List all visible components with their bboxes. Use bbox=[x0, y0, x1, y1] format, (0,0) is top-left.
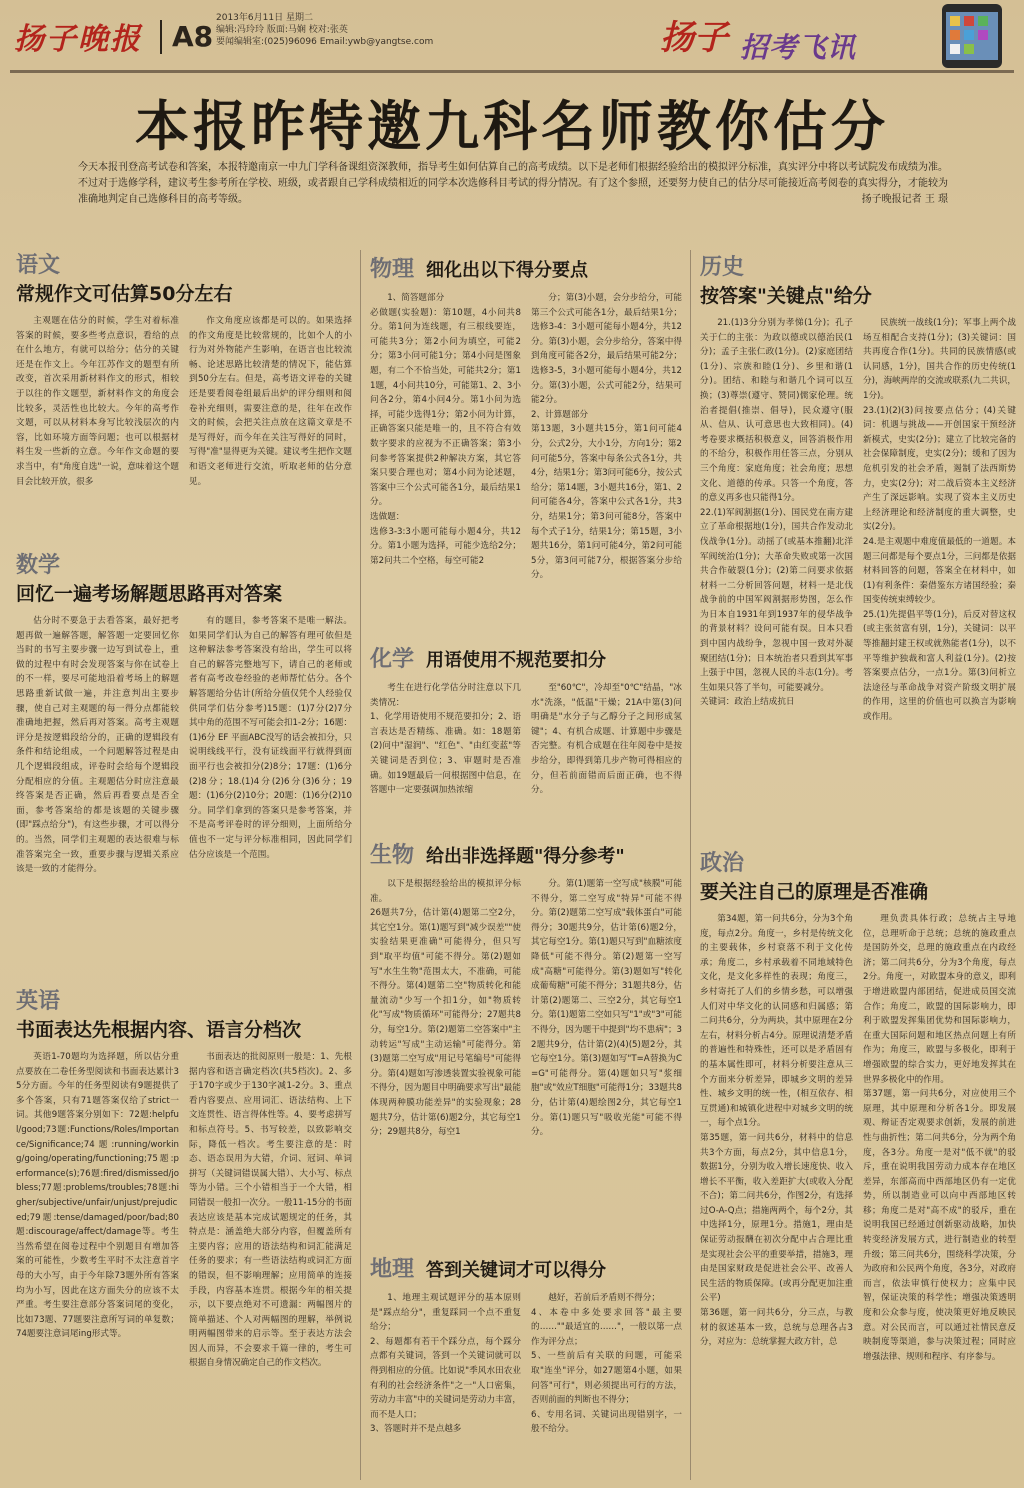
section-title: 要关注自己的原理是否准确 bbox=[700, 881, 929, 903]
section-chemistry bbox=[370, 642, 682, 834]
section-chinese bbox=[16, 248, 352, 544]
issue-date: 2013年6月11日 星期二 bbox=[216, 13, 313, 23]
section-tag: 生物 bbox=[370, 843, 415, 868]
contact-line: 要闻编辑室:(025)96096 Email:ywb@yangtse.com bbox=[216, 37, 434, 47]
body-text: 21.(1)3分分别为孝悌(1分)；孔子关于仁的主张：为政以德或以德治民(1分)；孟子主张仁政(1分)。(2)家庭团结(1分)、宗族和睦(1分)、乡里和谐(1分)。团结、和睦与和谐几个词可以互换；(3)尊崇(遵守、赞同)儒家伦理。统治者提倡(推崇、倡导)，民众遵守(服从、信从、认可意思也大致相同)。(4)考卷要求概括积极意义，回答消极作用的不给分，积极作用任答三点，分别从三个角度：家庭角度；社会角度；思想文化、道德的传承。只答一个角度，答的意义再多也只能得1分。 22.(1)军阀割据(1分)、国民党在南方建立了革命根据地(1分)，国共合作发动北伐战争(1分)。动摇了(或基本推翻)北洋军阀统治(1分)；大革命失败或第一次国共合作破裂(1分)；(2)第二问要求依据材料一二分析回答问题，材料一是北伐战争前的中国军阀割据形势图，怎么作为日本自1931年到1937年的侵华战争的背景材料？设问可能有误。日本只看到中国内战纷争，忽视中国一致对外凝聚团结(1分)；日本统治者只看到其军事上强于中国，忽视人民的斗志(1分)。考生如果只答了半句，可能要减分。 关键词：政治上结成抗日 bbox=[700, 318, 853, 708]
page-number: A8 bbox=[160, 20, 213, 54]
brand-logo: 扬子 bbox=[660, 18, 728, 58]
section-tag: 政治 bbox=[700, 851, 745, 876]
section-body-col bbox=[16, 1050, 179, 1486]
body-text: 1、简答题部分 必做题(实验题)：第10题，4小问共8分。第1问为连线题，有三根线要连，可能共3分；第2小问为填空，可能2分；第3小问可能1分；第4小问是图象题，有二个不恰当处，可能共2分；第11题，4小问共10分，可能第1、2、3小问各2分，第4小问4分。第1小问为选择，可能少选得1分；第2小问为计算，正确答案只能是唯一的，且不符合有效数字要求的应视为不正确答案；第3小问参考答案提供2种解决方案，其它答案只要合理也对；第4小问为论述题，答案中三个公式可能各1分，最后结果1分。 选做题： 选修3-3:3小题可能每小题4分，共12分。第1小题为选择，可能少选给2分；第2问共二个空格，每空可能2 bbox=[370, 293, 521, 566]
body-text: 至"60℃"，冷却至"0℃"结晶，"冰水"洗涤，"低温"干燥；21A中第(3)问明确是"水分子与乙醇分子之间形成氢键"；4、有机合成题、计算题中步骤是否完整。有机合成题在往年阅卷中是按步给分，即得到第几步产物可得相应的分，但若前面错而后面正确，也不得分。 bbox=[531, 683, 682, 796]
section-tag: 英语 bbox=[16, 989, 61, 1014]
section-body-col bbox=[370, 877, 521, 1245]
section-tag: 化学 bbox=[370, 647, 415, 672]
section-body-col bbox=[531, 1291, 682, 1479]
section-title: 书面表达先根据内容、语言分档次 bbox=[16, 1019, 302, 1041]
masthead bbox=[0, 0, 1024, 72]
section-title: 用语使用不规范要扣分 bbox=[426, 650, 607, 671]
section-body-col bbox=[531, 291, 682, 635]
section-english bbox=[16, 984, 352, 1480]
body-text: 分。第(1)题第一空写成"核膜"可能不得分，第二空写成"特异"可能不得分。第(2)题第二空写成"载体蛋白"可能得分；30题共9分，估计第(6)题2分，其它每空1分。第(1)题只写到"血糖浓度降低"可能不得分。第(2)题第一空写成"高糖"可能得分。第(3)题如写"转化成葡萄糖"可能不得分；31题共8分，估计第(2)题第二、三空2分，其它每空1分。第(1)题第二空如只写"1"或"3"可能不得分，因为题干中提到"均不患病"；32题共9分，估计第(2)(4)(5)题2分，其它每空1分。第(3)题如写"T=A替换为C=G"可能得分。第(4)题如只写"浆细胞"或"效应T细胞"可能得1分；33题共8分，估计第(4)题绘图2分，其它每空1分。第(1)题只写"吸收光能"可能不得分。 bbox=[531, 879, 682, 1138]
body-text: 估分时不要急于去看答案，最好把考题再做一遍解答题，解答题一定要回忆你当时的书写主要步骤一边写到试卷上，重做的过程中有时会发现答案与你在试卷上的不一样，要尽可能地沿着考场上的解题思路重新试做一遍，并注意判出主要步骤，使自己对主观题的每一得分点都能较准确地把握，然后再对答案。高考主观题评分是按逻辑段给分的，正确的逻辑段有条件和结论组成，一个问题解答过程是由几个逻辑段组成，评卷时会给每个逻辑段分配相应的分值。主观题估分时应注意最终答案是否正确，然后再看要点是否全面，参考答案给的都是该题的关键步骤(即"踩点给分")，有这些步骤，才可以得分的。当然，同学们主观题的表达很难与标准答案完全一致，重要步骤与逻辑关系应该是一致的才能得分。 bbox=[16, 616, 179, 875]
byline: 扬子晚报记者 王 璟 bbox=[861, 194, 948, 205]
section-title: 答到关键词才可以得分 bbox=[426, 1260, 607, 1281]
section-physics bbox=[370, 252, 682, 636]
body-text: 英语1-70题均为选择题，所以估分重点要放在二卷任务型阅读和书面表达累计35分方面。今年的任务型阅读有9题提供了多个答案，只有71题答案仅给了strict一词。其他9题答案分别如下：72题:helpful/good;73题:Functions/Roles/Importance/Significance;74题:running/working/going/operating/functioning;75题:performance(s);76题:fired/dismissed/jobless;77题:problems/troubles;78题:higher/subjective/unfair/unjust/prejudiced;79题:tense/damaged/poor/bad;80题:discourage/affect/damage等。考生当然希望在阅卷过程中个别题目有增加答案的可能性，少数考生平时不太注意首字母的大小写，由于今年除73题外所有答案均为小写，因此在这方面失分的应该不太严重。考生要注意部分答案词尾的变化，比如73题、77题要注意所写词的单复数；74题要注意词尾ing形式等。 bbox=[16, 1052, 179, 1340]
section-body-col bbox=[16, 314, 179, 550]
section-tag: 数学 bbox=[16, 553, 61, 578]
section-tag: 语文 bbox=[16, 253, 61, 278]
paper-name: 扬子晚报 bbox=[14, 22, 142, 57]
intro-text: 今天本报刊登高考试卷和答案，本报特邀南京一中九门学科备课组资深教师，指导考生如何估算自己的高考成绩。以下是老师们根据经验给出的模拟评分标准，真实评分中将以考试院发布成绩为准。不过对于选修学科，建议考生参考所在学校、班级，或者跟自己学科成绩相近的同学本次选修科目考试的得分情况。有了这个参照，还要努力使自己的估分尽可能接近高考阅卷的真实得分，才能较为准确地判定自己选修科目的高考等级。 bbox=[78, 162, 948, 205]
body-text: 1、地理主观试题评分的基本原则是"踩点给分"，重复踩同一个点不重复给分； 2、每题都有若干个踩分点，每个踩分点都有关键词，答到一个关键词就可以得到相应的分值。比如说"季风水田农业有利的社会经济条件"之一"人口密集，劳动力丰富"中的关键词是劳动力丰富，而不是人口； 3、答题时并不是点越多 bbox=[370, 1293, 521, 1435]
page-meta bbox=[216, 12, 436, 48]
section-title: 给出非选择题"得分参考" bbox=[426, 846, 625, 867]
section-tag: 历史 bbox=[700, 255, 745, 280]
section-title: 按答案"关键点"给分 bbox=[700, 285, 872, 307]
section-body-col bbox=[700, 316, 853, 846]
section-body-col bbox=[189, 314, 352, 550]
section-body-col bbox=[189, 1050, 352, 1486]
section-politics bbox=[700, 846, 1016, 1480]
section-biology bbox=[370, 838, 682, 1246]
section-body-col bbox=[16, 614, 179, 986]
body-text: 考生在进行化学估分时注意以下几类情况： 1、化学用语使用不规范要扣分；2、语言表达是否精练、准确。如：18题第(2)问中"湿润"、"红色"、"由红变蓝"等关键词是否到位；3、审题时是否准确。如19题最后一问根据图中信息，在答题中一定要强调加热浓缩 bbox=[370, 683, 521, 796]
body-text: 理负责具体行政；总统占主导地位，总理听命于总统；总统的施政重点是国防外交，总理的施政重点在内政经济；第二问共6分，分为3个角度，每点2分。角度一，对欧盟本身的意义，即利于增进欧盟内部团结，促进成员国交流合作；角度二，欧盟的国际影响力，即利于欧盟发挥集团优势和国际影响力，在重大国际问题和地区热点问题上有所作为；角度三，欧盟与多极化，即利于增强欧盟的综合实力，更好地发挥其在世界多极化中的作用。 第37题，第一问共6分，对应使用三个原理，其中原理和分析各1分。即发展观、辩证否定观要求创新，发展的前进性与曲折性；第二问共6分，分为两个角度，各3分。角度一是对"低不就"的驳斥，重在说明我国劳动力成本存在地区差异，东部高而中西部地区仍有一定优势，所以制造业可以向中西部地区转移；角度二是对"高不成"的驳斥，重在说明我国已经通过创新驱动战略，加快转变经济发展方式，进行制造业的转型升级；第三问共6分，围绕科学决策，分为政府和公民两个角度，各3分，对政府而言，依法审慎行使权力；应集中民智，保证决策的科学性；增强决策透明度和公众参与度，使决策更好地反映民意。对公民而言，可以通过社情民意反映制度等渠道，参与决策过程；同时应增强法律、规则和程序、有序参与。 bbox=[863, 914, 1016, 1362]
section-geography bbox=[370, 1252, 682, 1480]
section-title: 细化出以下得分要点 bbox=[426, 260, 589, 281]
section-tag: 物理 bbox=[370, 257, 415, 282]
section-body-col bbox=[370, 681, 521, 833]
body-text: 以下是根据经验给出的模拟评分标准。 26题共7分，估计第(4)题第二空2分，其它空1分。第(1)题写到"减少误差""使实验结果更准确"可能得分，但只写到"取平均值"可能不得分。第(2)题如写"水生生物"范围太大，不准确，可能不得分。第(4)题第二空"物质转化和能量流动"少写一个扣1分，如"物质转化"写成"物质循环"可能得分；27题共8分，每空1分。第(2)题第二空答案中"主动转运"写成"主动运输"可能得分。第(3)题第二空写成"用记号笔编号"可能得分。第(4)题如写渗透装置实验视象可能不得分，因为题目中明确要求写出"最能体现两种膜功能差异"的实验现象；28题共7分，估计第(6)题2分，其它每空1分；29题共8分，每空1 bbox=[370, 879, 521, 1138]
section-body-col bbox=[700, 912, 853, 1486]
header-rule bbox=[10, 70, 1014, 73]
section-title: 常规作文可估算50分左右 bbox=[16, 283, 233, 305]
body-text: 有的题目，参考答案不是唯一解法。如果同学们认为自己的解答有理可依但是这种解法参考答案没有给出，学生可以将自己的解答完整地写下，请自己的老师或者有高考改卷经验的老师帮忙估分。各个解答题给分估计(所给分值仅凭个人经验仅供同学们估分参考)15题：(1)7分(2)7分 其中角的范围不写可能会扣1-2分；16题：(1)6分 EF 平面ABC没写的话会被扣分，只说明线线平行，没有证线面平行就得到面面平行也会被扣分(2)8分；17题：(1)6分(2)8分；18.(1)4分(2)6分(3)6分；19题：(1)6分(2)10分；20题：(1)6分(2)10分。同学们拿到的答案只是参考答案，并不是高考评卷时的评分细则，上面所给分值也不一定与评分标准相同，因此同学们估分应该是一个范围。 bbox=[189, 616, 352, 860]
column-divider bbox=[360, 250, 361, 1480]
body-text: 主观题在估分的时候，学生对着标准答案的时候，要多些考点意识，看给的点在什么地方，有就可以给分；估分的关键还是在作文上。今年江苏作文的题型有所改变，首次采用新材料作文的形式，相较于以往的作文题型，新材料作文的角度会比较多，灵活性也比较大。今年的高考作文题，可以从材料本身写比较浅层次的内容，比如环境方面等问题；也可以根据材料生发一些新的立意。今年作文命题的要求当中，有"角度自选"一说，意味着这个题目会比较开放，很多 bbox=[16, 316, 179, 487]
section-body-col bbox=[370, 1291, 521, 1479]
section-math bbox=[16, 548, 352, 980]
section-body-col bbox=[863, 912, 1016, 1486]
section-body-col bbox=[531, 877, 682, 1245]
headline: 本报昨特邀九科名师教你估分 bbox=[135, 95, 889, 158]
section-body-col bbox=[370, 291, 521, 635]
section-body-col bbox=[863, 316, 1016, 846]
intro-paragraph bbox=[78, 160, 948, 208]
section-body-col bbox=[531, 681, 682, 833]
phone-icon bbox=[928, 4, 1016, 68]
body-text: 作文角度应该都是可以的。如果选择的作文角度是比较常规的，比如个人的小行为对外物能产生影响，在语言也比较流畅、论述思路比较清楚的情况下，能估算到50分左右。但是，高考语文评卷的关键还是要看阅卷组最后出炉的评分细则和阅卷补充细则，需要注意的是，往年在改作文的时候，会把关注点放在这篇文章是不是写得好，而今年在关注写得好的同时，写得"准"显得更为关键。建议考生把作文题和语文老师进行交流，听取老师的估分意见。 bbox=[189, 316, 352, 487]
column-divider bbox=[690, 250, 691, 1480]
section-tag: 地理 bbox=[370, 1257, 415, 1282]
body-text: 越好，若前后矛盾则不得分； 4、本卷中多处要求回答"最主要的……""最适宜的……"，一般以第一点作为评分点； 5、一些前后有关联的问题，可能采取"连坐"评分，如27题第4小题，如果问答"可行"，则必须提出可行的方法，否则前面的判断也不得分； 6、专用名词、关键词出现错别字，一般不给分。 bbox=[531, 1293, 682, 1435]
brand-subtitle: 招考飞讯 bbox=[740, 31, 857, 64]
section-title: 回忆一遍考场解题思路再对答案 bbox=[16, 583, 283, 605]
section-body-col bbox=[189, 614, 352, 986]
section-history bbox=[700, 250, 1016, 840]
body-text: 分；第(3)小题，会分步给分，可能第三个公式可能各1分，最后结果1分；选修3-4：3小题可能每小题4分，共12分。第(3)小题，会分步给分，答案中得到角度可能各2分，最后结果可能2分；选修3-5，3小题可能每小题4分，共12分。第(3)小题，公式可能2分，结果可能2分。 2、计算题部分 第13题，3小题共15分，第1问可能4分，公式2分，大小1分，方向1分；第2问可能5分，答案中每条公式各1分，共4分，结果1分；第3问可能6分，按公式给分；第14题，3小题共16分，第1、2问可能各4分，答案中公式各1分，共3分，结果1分；第3问可能8分，答案中每个式子1分，结果1分；第15题，3小题共16分，第1问可能4分，第2问可能5分，第3问可能7分，根据答案分步给分。 bbox=[531, 293, 682, 581]
body-text: 第34题，第一问共6分，分为3个角度，每点2分。角度一，乡村是传统文化的主要载体，乡村衰落不利于文化传承；角度二，乡村承载着不同地域特色文化，是文化多样性的表现；角度三，乡村寄托了人们的乡情乡愁，可以增强人们对中华文化的认同感和归属感；第二问共6分，分为两块，其中原理在2分左右，材料分析占4分。原理说清楚矛盾的普遍性和特殊性，还可以是矛盾固有的基本属性即可，材料分析要注意从三个方面来分析差异，即城乡文明的差异性、城乡文明的统一性，(相互依存、相互贯通)和城镇化进程中对城乡文明的统一，每个点1分。 第35题，第一问共6分，材料中的信息共3个方面，每点2分，其中信息1分，数据1分，分别为收入增长速度快、收入增长不平衡，收入差距扩大(或收入分配不合)；第二问共6分，作图2分，有选择过O-A-Q点；措施两两个，每个2分，其中选择1分，原理1分。措施1，理由是保证劳动报酬在初次分配中占合理比重是实现社会公平的重要举措，措施3，理由是国家财政是促进社会公平、改善人民生活的物质保障。(或再分配更加注重公平) 第36题，第一问共6分，分三点，与教材的叙述基本一致，总统与总理各占3分，对应为：总统掌握大政方针，总 bbox=[700, 914, 853, 1348]
body-text: 书面表达的批阅原则一般是：1、先根据内容和语言确定档次(共5档次)。2、多于170字或少于130字减1-2分。3、重点看内容要点、应用词汇、语法结构、上下文连贯性、语言得体性等。4、要考虑拼写和标点符号。5、书写较差，以致影响交际，降低一档次。考生要注意的是：时态、语态误用为大错，介词、冠词、单词拼写（关键词错误属大错）、大小写、标点等为小错。三个小错相当于一个大错，相同错误一般扣一次分。一般11-15分的书面表达应该是基本完成试题规定的任务，其特点是：涵盖绝大部分内容，但覆盖所有主要内容；应用的语法结构和词汇能满足任务的要求；有一些语法结构或词汇方面的错误，但不影响理解；应用简单的连接手段，内容基本连贯。根据今年的相关提示，以下要点绝对不可遗漏：两幅图片的简单描述、个人对两幅图的理解，举例说明两幅图带来的启示等。至于表达方法会因人而异，不会要求千篇一律的，考生可根据自身情况确定自己的作文档次。 bbox=[189, 1052, 352, 1369]
editors-line: 编辑:冯玲玲 版面:马娴 校对:张英 bbox=[216, 25, 348, 35]
body-text: 民族统一战线(1分)；军事上两个战场互相配合支持(1分)；(3)关键词：国共再度合作(1分)。共同的民族情感(或认同感，1分)，国共合作的历史传统(1分)，海峡两岸的交流或联系(九二共识，1分)。 23.(1)(2)(3)问按要点估分；(4)关键词：机遇与挑战——开创国家干预经济新模式，史实(2分)；建立了比较完备的社会保障制度，史实(2分)；缓和了因为危机引发的社会矛盾，遏制了法西斯势力，史实(2分)；对二战后资本主义经济产生了深远影响。实现了资本主义历史上经济理论和经济制度的重大调整，史实(2分)。 24.是主观题中难度值最低的一道题。本题三问都是每个要点1分，三问都是依据材料回答的问题，答案全在材料中，如(1)有利条件：秦借鉴东方诸国经验；秦国变传统束缚较少。 25.(1)先提倡平等(1分)，后反对替这权(或主张贫富有别，1分)，关键词：以平等推翻封建王权或就熟能者(1分)，以不平等维护独裁和富人利益(1分)。(2)按答案要点估分，一点1分。第(3)问析立法途径与革命战争对资产阶级文明扩展的作用，这里的价值也可以换言为影响或作用。 bbox=[863, 318, 1016, 723]
